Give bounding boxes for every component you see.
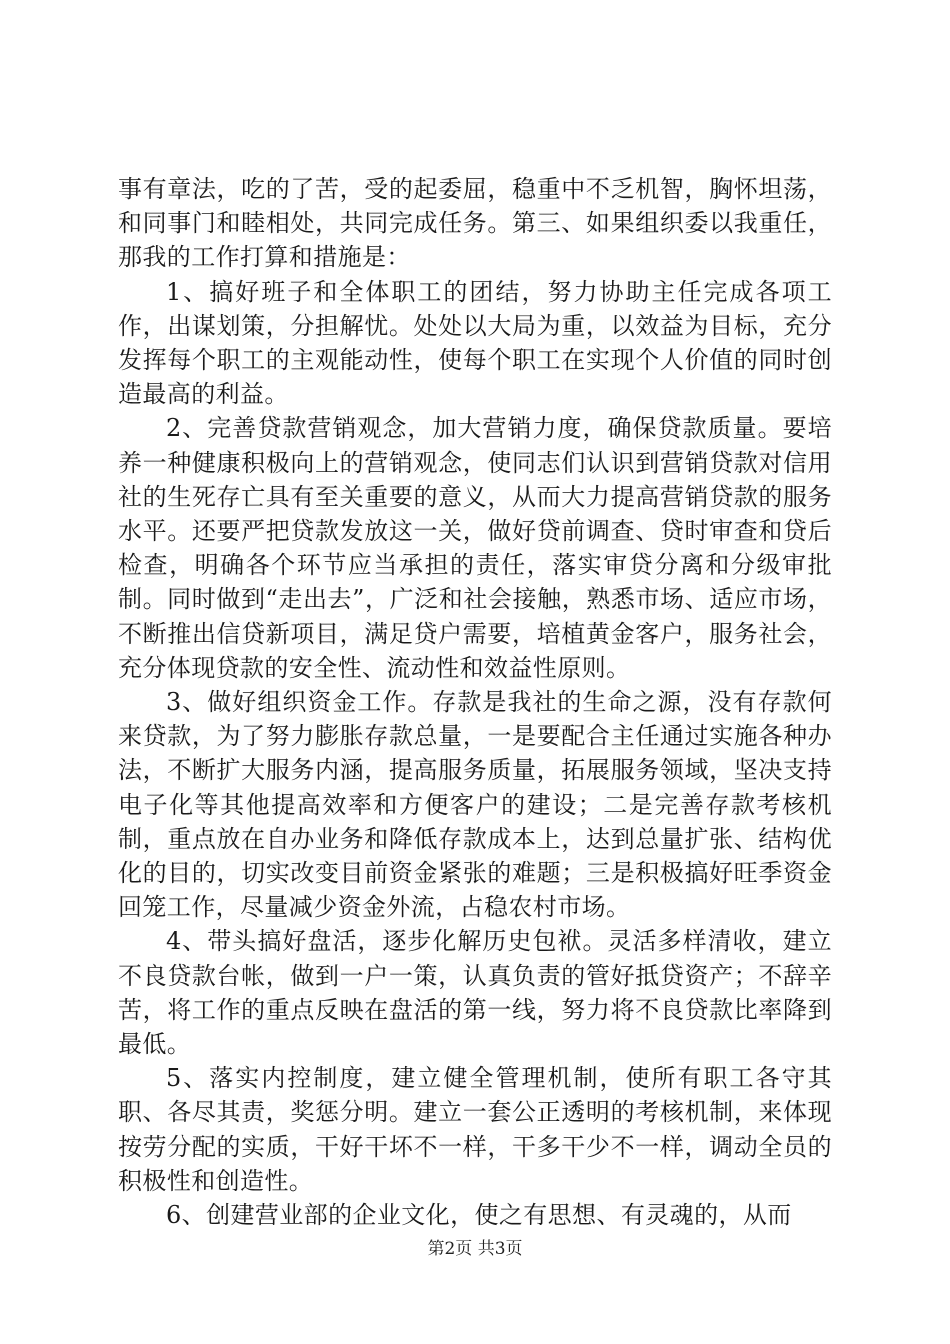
paragraph-item-6: 6、创建营业部的企业文化，使之有思想、有灵魂的，从而 [166,1201,792,1230]
document-body [118,172,832,1232]
paragraph-item-3: 3、做好组织资金工作。存款是我社的生命之源，没有存款何来贷款，为了努力膨胀存款总量，一是要配合主任通过实施各种办法，不断扩大服务内涵，提高服务质量，拓展服务领域，坚决支持电子化等其他提高效率和方便客户的建设；二是完善存款考核机制，重点放在自办业务和降低存款成本上，达到总量扩张、结构优化的目的，切实改变目前资金紧张的难题；三是积极搞好旺季资金回笼工作，尽量减少资金外流，占稳农村市场。 [118,688,832,922]
paragraph-item-2: 2、完善贷款营销观念，加大营销力度，确保贷款质量。要培养一种健康积极向上的营销观念，使同志们认识到营销贷款对信用社的生死存亡具有至关重要的意义，从而大力提高营销贷款的服务水平。还要严把贷款发放这一关，做好贷前调查、贷时审查和贷后检查，明确各个环节应当承担的责任，落实审贷分离和分级审批制。同时做到“走出去”，广泛和社会接触，熟悉市场、适应市场，不断推出信贷新项目，满足贷户需要，培植黄金客户，服务社会，充分体现贷款的安全性、流动性和效益性原则。 [118,414,832,682]
paragraph-item-5: 5、落实内控制度，建立健全管理机制，使所有职工各守其职、各尽其责，奖惩分明。建立一套公正透明的考核机制，来体现按劳分配的实质，干好干坏不一样，干多干少不一样，调动全员的积极性和创造性。 [118,1064,832,1195]
paragraph-item-4: 4、带头搞好盘活，逐步化解历史包袱。灵活多样清收，建立不良贷款台帐，做到一户一策，认真负责的管好抵贷资产；不辞辛苦，将工作的重点反映在盘活的第一线，努力将不良贷款比率降到最低。 [118,927,832,1059]
paragraph-continuation: 事有章法，吃的了苦，受的起委屈，稳重中不乏机智，胸怀坦荡，和同事门和睦相处，共同完成任务。第三、如果组织委以我重任，那我的工作打算和措施是： [118,175,832,272]
page-footer: 第2页 共3页 [427,1239,523,1259]
paragraph-item-1: 1、搞好班子和全体职工的团结，努力协助主任完成各项工作，出谋划策，分担解忧。处处以大局为重，以效益为目标，充分发挥每个职工的主观能动性，使每个职工在实现个人价值的同时创造最高的利益。 [118,277,832,409]
